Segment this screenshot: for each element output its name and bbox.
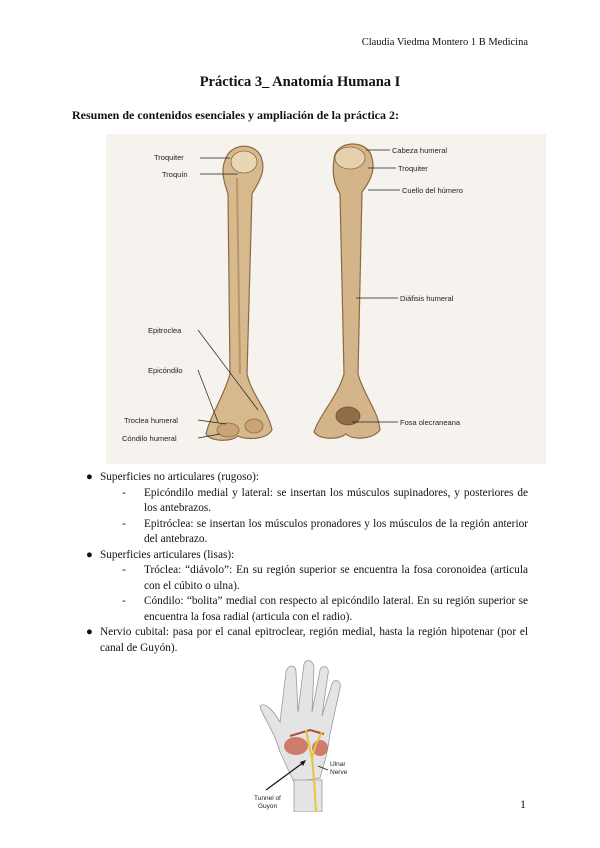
- content-list: [86, 470, 528, 656]
- label-troquiter-left: Troquiter: [154, 153, 184, 162]
- label-ulnar: Ulnar: [330, 761, 346, 768]
- label-nerve: Nerve: [330, 769, 348, 776]
- label-troquin: Troquín: [162, 170, 188, 179]
- label-condilo-humeral: Cóndilo humeral: [122, 434, 177, 443]
- sub-list-item-text: Cóndilo: “bolita” medial con respecto al epicóndilo lateral. En su región superior se encuentra la fosa radial (articula con el radio).: [144, 595, 528, 623]
- bullet-icon: ●: [86, 548, 93, 561]
- sub-list-item: [86, 594, 528, 625]
- dash-icon: -: [122, 564, 126, 576]
- list-item: [86, 548, 528, 564]
- dash-icon: -: [122, 595, 126, 607]
- sub-list-item-text: Tróclea: “diávolo”: En su región superior se encuentra la fosa coronoidea (articula con el cúbito o ulna).: [144, 564, 528, 592]
- label-troquiter-right: Troquiter: [398, 164, 428, 173]
- list-item-text: Superficies no articulares (rugoso):: [100, 471, 260, 483]
- label-troclea-humeral: Troclea humeral: [124, 416, 178, 425]
- list-item-text: Nervio cubital: pasa por el canal epitroclear, región medial, hasta la región hipotenar (por el canal de Guyón).: [100, 626, 528, 654]
- bullet-icon: ●: [86, 626, 93, 638]
- label-fosa-olecraneana: Fosa olecraneana: [400, 418, 461, 427]
- page-title: Práctica 3_ Anatomía Humana I: [199, 74, 401, 90]
- label-tunnel-of: Tunnel of: [254, 795, 281, 802]
- sub-list-item: [86, 517, 528, 548]
- list-item-text: Superficies articulares (lisas):: [100, 548, 235, 561]
- label-cabeza-humeral: Cabeza humeral: [392, 146, 448, 155]
- label-epicondilo: Epicóndilo: [148, 366, 183, 375]
- list-item: [86, 625, 528, 656]
- label-epitroclea: Epitroclea: [148, 326, 182, 335]
- sub-list-item-text: Epitróclea: se insertan los músculos pronadores y los músculos de la región anterior del antebrazo.: [144, 517, 528, 545]
- page-number: 1: [520, 797, 526, 811]
- list-item: [86, 470, 528, 486]
- sub-list-item-text: Epicóndilo medial y lateral: se insertan los músculos supinadores, y posteriores de los antebrazos.: [144, 486, 528, 514]
- label-cuello-humero: Cuello del húmero: [402, 186, 463, 195]
- page-header: Claudia Viedma Montero 1 B Medicina: [361, 37, 528, 48]
- dash-icon: -: [122, 486, 126, 499]
- sub-list-item: [86, 486, 528, 517]
- section-subtitle: Resumen de contenidos esenciales y ampliación de la práctica 2:: [72, 108, 399, 122]
- label-guyon: Guyon: [258, 803, 278, 810]
- sub-list-item: [86, 563, 528, 594]
- bullet-icon: ●: [86, 471, 93, 483]
- hand-figure: [250, 660, 362, 812]
- label-diafisis-humeral: Diáfisis humeral: [400, 294, 454, 303]
- dash-icon: -: [122, 517, 126, 530]
- humerus-figure: [106, 134, 546, 464]
